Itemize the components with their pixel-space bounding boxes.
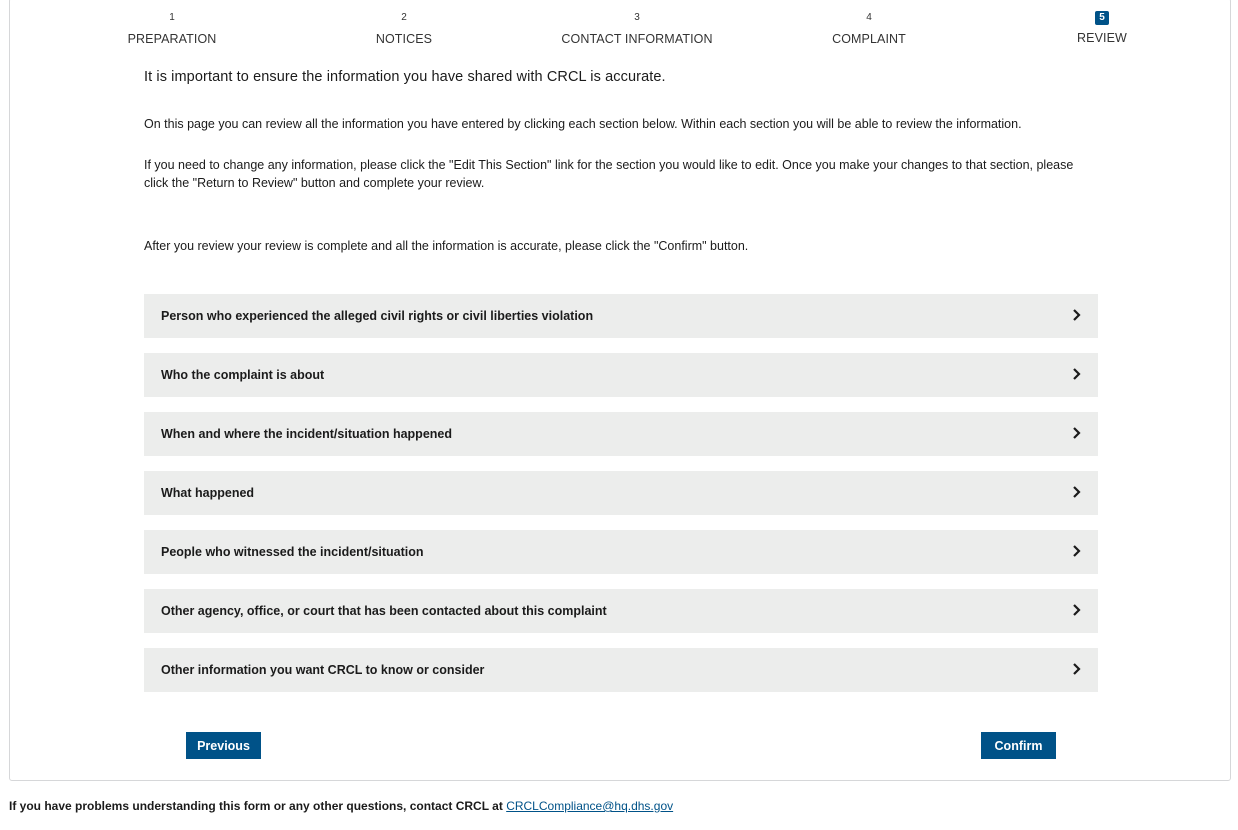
section-label: What happened [161,486,255,500]
chevron-right-icon [1072,544,1082,558]
section-label: People who witnessed the incident/situation [161,545,424,559]
step-contact-information [537,7,737,46]
section-label: Person who experienced the alleged civil rights or civil liberties violation [161,309,594,323]
section-person-experienced[interactable] [144,294,1098,338]
step-label: CONTACT INFORMATION [561,32,713,46]
step-label: REVIEW [1077,31,1127,45]
section-other-agency[interactable] [144,589,1098,633]
intro-paragraph-3: After you review your review is complete and all the information is accurate, please click the "Confirm" button. [144,239,749,253]
step-preparation [72,7,272,46]
step-number-active: 5 [1095,11,1109,25]
step-label: NOTICES [375,32,433,46]
section-label: Who the complaint is about [161,368,325,382]
page-heading: It is important to ensure the information you have shared with CRCL is accurate. [144,69,666,85]
section-label: Other information you want CRCL to know or consider [161,663,485,677]
contact-email-link[interactable]: CRCLCompliance@hq.dhs.gov [506,799,674,813]
step-label: PREPARATION [127,32,217,46]
footer-help [9,799,673,813]
step-label: COMPLAINT [832,32,906,46]
section-other-information[interactable] [144,648,1098,692]
intro-paragraph-2: If you need to change any information, please click the "Edit This Section" link for the section you would like to edit. Once you make your changes to that section, please click the "Return to Review" button and complete your review. [144,158,1074,190]
section-when-where[interactable] [144,412,1098,456]
step-number: 2 [401,12,407,23]
chevron-right-icon [1072,308,1082,322]
chevron-right-icon [1072,485,1082,499]
section-witnesses[interactable] [144,530,1098,574]
progress-steps [10,7,1230,47]
section-label: Other agency, office, or court that has been contacted about this complaint [161,604,607,618]
chevron-right-icon [1072,603,1082,617]
intro-paragraph-1: On this page you can review all the information you have entered by clicking each section below. Within each section you will be able to review the information. [144,117,1022,131]
step-number: 3 [634,12,640,23]
previous-button[interactable]: Previous [186,732,261,759]
step-number: 4 [866,12,872,23]
footer-text: If you have problems understanding this form or any other questions, contact CRCL at [9,799,503,813]
chevron-right-icon [1072,662,1082,676]
chevron-right-icon [1072,426,1082,440]
form-card [9,0,1231,781]
section-who-complaint-about[interactable] [144,353,1098,397]
step-notices [304,7,504,46]
confirm-button[interactable]: Confirm [981,732,1056,759]
section-what-happened[interactable] [144,471,1098,515]
section-label: When and where the incident/situation happened [161,427,452,441]
step-number: 1 [169,12,175,23]
review-intro [144,69,1099,259]
step-review [1002,7,1202,45]
step-complaint [769,7,969,46]
chevron-right-icon [1072,367,1082,381]
